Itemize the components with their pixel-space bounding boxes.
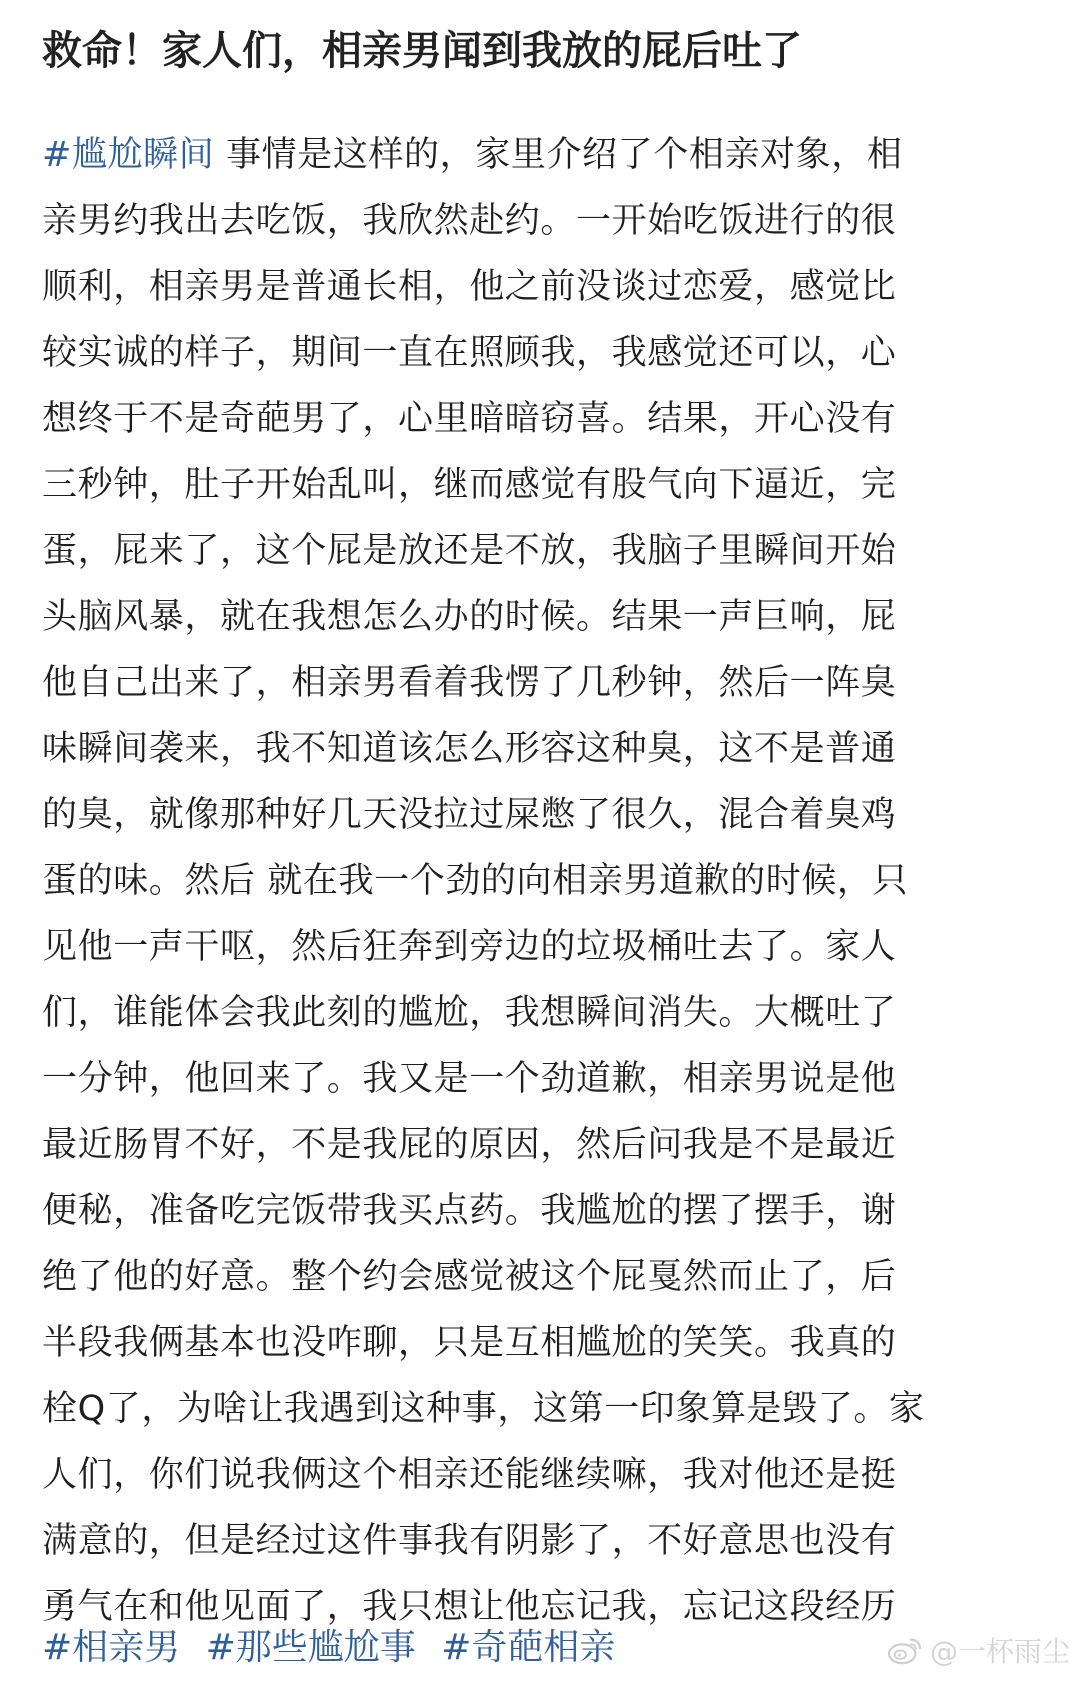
hashtag-awkward-moment[interactable]: #尴尬瞬间: [42, 135, 215, 175]
body-line: 人们，你们说我俩这个相亲还能继续嘛，我对他还是挺: [42, 1455, 897, 1495]
body-line: 半段我俩基本也没咋聊，只是互相尴尬的笑笑。我真的: [42, 1323, 897, 1363]
body-line: 蛋，屁来了，这个屁是放还是不放，我脑子里瞬间开始: [42, 531, 897, 571]
body-line-1: [42, 122, 1038, 188]
body-line: 满意的，但是经过这件事我有阴影了，不好意思也没有: [42, 1521, 897, 1561]
body-line: 味瞬间袭来，我不知道该怎么形容这种臭，这不是普通: [42, 729, 897, 769]
hashtag-weird-blind-date[interactable]: #奇葩相亲: [441, 1627, 616, 1668]
body-line: 绝了他的好意。整个约会感觉被这个屁戛然而止了，后: [42, 1257, 897, 1297]
body-line: 蛋的味。然后 就在我一个劲的向相亲男道歉的时候，只: [42, 861, 909, 901]
body-line: 栓Q了，为啥让我遇到这种事，这第一印象算是毁了。家: [42, 1389, 925, 1429]
body-line: 勇气在和他见面了，我只想让他忘记我，忘记这段经历: [42, 1587, 897, 1627]
weibo-logo-icon: [886, 1634, 924, 1666]
body-line: 亲男约我出去吃饭，我欣然赴约。一开始吃饭进行的很: [42, 201, 897, 241]
body-line: 的臭，就像那种好几天没拉过屎憋了很久，混合着臭鸡: [42, 795, 897, 835]
body-line: 想终于不是奇葩男了，心里暗暗窃喜。结果，开心没有: [42, 399, 897, 439]
body-line: 顺利，相亲男是普通长相，他之前没谈过恋爱，感觉比: [42, 267, 897, 307]
body-line: 一分钟，他回来了。我又是一个劲道歉，相亲男说是他: [42, 1059, 897, 1099]
post-title: 救命！家人们，相亲男闻到我放的屁后吐了: [42, 28, 802, 74]
body-line: 便秘，准备吃完饭带我买点药。我尴尬的摆了摆手，谢: [42, 1191, 897, 1231]
body-line: 他自己出来了，相亲男看着我愣了几秒钟，然后一阵臭: [42, 663, 897, 703]
watermark: [886, 1630, 1070, 1670]
body-line: 头脑风暴，就在我想怎么办的时候。结果一声巨响，屁: [42, 597, 897, 637]
body-line-1-text: 事情是这样的，家里介绍了个相亲对象，相: [214, 135, 903, 175]
body-line: 们，谁能体会我此刻的尴尬，我想瞬间消失。大概吐了: [42, 993, 897, 1033]
body-line: 见他一声干呕，然后狂奔到旁边的垃圾桶吐去了。家人: [42, 927, 897, 967]
watermark-text: @一杯雨尘: [929, 1635, 1070, 1668]
post-body: [42, 122, 1038, 1640]
hashtag-awkward-things[interactable]: #那些尴尬事: [205, 1627, 416, 1668]
body-line: 最近肠胃不好，不是我屁的原因，然后问我是不是最近: [42, 1125, 897, 1165]
body-line: 三秒钟，肚子开始乱叫，继而感觉有股气向下逼近，完: [42, 465, 897, 505]
hashtag-blind-date-guy[interactable]: #相亲男: [42, 1627, 181, 1668]
body-line: 较实诚的样子，期间一直在照顾我，我感觉还可以，心: [42, 333, 897, 373]
hashtag-row: [42, 1618, 629, 1678]
